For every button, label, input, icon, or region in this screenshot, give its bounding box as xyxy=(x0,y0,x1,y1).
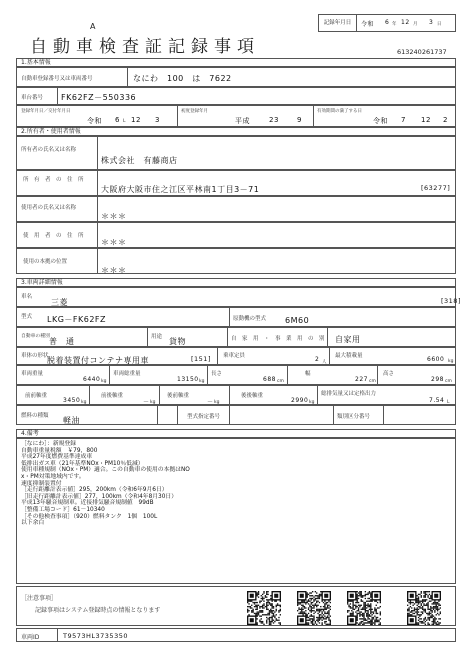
base-location-row xyxy=(16,248,456,274)
length-label: 長さ xyxy=(211,371,223,377)
user-address: ＊＊＊ xyxy=(101,238,127,247)
height-label: 高さ xyxy=(383,371,395,377)
fuel-row xyxy=(16,405,456,425)
displacement-unit: L xyxy=(447,400,450,405)
owner-code: [63277] xyxy=(421,184,451,192)
issue-month: 12 xyxy=(131,116,141,124)
chassis-label: 車台番号 xyxy=(21,95,44,101)
shape-row xyxy=(16,347,456,365)
displacement: 7.54 xyxy=(429,397,445,404)
chassis-row xyxy=(16,87,456,105)
rf-unit: kg xyxy=(214,400,220,405)
ff-axle-label: 前前軸重 xyxy=(25,393,48,399)
fr-axle-label: 前後軸重 xyxy=(101,393,124,399)
shape-code: [151] xyxy=(191,355,211,363)
maxload-unit: kg xyxy=(448,359,454,364)
record-year: 6 xyxy=(385,19,390,26)
maker: 三菱 xyxy=(51,298,68,307)
owner-name: 株式会社 有藤商店 xyxy=(101,156,178,165)
fr-unit: kg xyxy=(150,400,156,405)
rr-axle-label: 後後軸重 xyxy=(241,393,264,399)
rf-axle-label: 後前軸重 xyxy=(167,393,190,399)
width-unit: cm xyxy=(369,379,376,384)
gross-label: 車両総重量 xyxy=(113,371,141,377)
user-name-row xyxy=(16,196,456,222)
maker-code: [318] xyxy=(441,297,461,305)
record-day: 3 xyxy=(429,19,434,26)
capacity-unit: 人 xyxy=(322,360,327,365)
engine-model: 6M60 xyxy=(285,316,310,325)
registration-label: 自動車登録番号又は車両番号 xyxy=(21,76,93,82)
qr-code-2 xyxy=(297,591,331,625)
record-era: 令和 xyxy=(361,21,375,28)
record-date-label: 記録年月日 xyxy=(319,15,357,31)
user-address-row xyxy=(16,222,456,248)
record-month: 12 xyxy=(401,19,410,26)
base-location-label: 使用の本拠の位置 xyxy=(23,259,68,265)
height-unit: cm xyxy=(445,379,452,384)
user-name: ＊＊＊ xyxy=(101,212,127,221)
notice-text: 記録事項はシステム登録時点の情報となります xyxy=(35,607,161,614)
document-number: 613240261737 xyxy=(397,48,447,56)
vehicle-weight: 6440 xyxy=(83,376,101,383)
qr-code-4 xyxy=(407,591,441,625)
qr-code-3 xyxy=(347,591,381,625)
engine-label: 原動機の型式 xyxy=(233,316,267,322)
registration-row xyxy=(16,67,456,87)
rf-axle: － xyxy=(207,399,214,406)
expiry-label: 有効期間の満了する日 xyxy=(317,109,362,114)
owner-name-row xyxy=(16,136,456,170)
page-title: 自動車検査証記録事項 xyxy=(30,37,260,57)
dimensions-row xyxy=(16,365,456,385)
owner-address: 大阪府大阪市住之江区平林南1丁目3－71 xyxy=(101,185,260,194)
gross-weight: 13150 xyxy=(177,376,199,383)
record-month-unit: 月 xyxy=(413,22,418,27)
qr-code-1 xyxy=(247,591,281,625)
ff-unit: kg xyxy=(81,400,87,405)
expiry-year: 7 xyxy=(401,116,406,124)
kind-label: 自動車の種別 xyxy=(21,334,50,339)
note-line: x・PM対策地域内です。 xyxy=(21,473,85,480)
first-era: 平成 xyxy=(235,117,250,125)
first-registration-label: 初度登録年月 xyxy=(181,109,208,114)
body-shape: 脱着装置付コンテナ専用車 xyxy=(47,356,149,365)
length: 688 xyxy=(263,376,276,383)
note-line: ［整備工場コード］61－10340 xyxy=(21,506,105,513)
record-day-unit: 日 xyxy=(437,22,442,27)
note-line: ［その他検査事項］（920）燃料タンク 1個 100L xyxy=(21,513,158,520)
use-label: 用途 xyxy=(151,334,163,340)
note-line: 自動車重量税額 ￥79，800 xyxy=(21,447,98,454)
issue-day: 3 xyxy=(155,116,160,124)
note-line: 平成13年騒音規制車。近接排気騒音規制値 99dB xyxy=(21,500,154,507)
class-number-label: 類別区分番号 xyxy=(337,414,371,420)
unit-placeholder: L xyxy=(123,119,126,124)
displacement-label: 総排気量又は定格出力 xyxy=(321,391,377,397)
kind-row xyxy=(16,327,456,347)
vehicle-use: 貨物 xyxy=(169,337,186,346)
width: 227 xyxy=(355,376,368,383)
vehicle-id-row xyxy=(16,628,456,642)
ff-axle: 3450 xyxy=(63,397,81,404)
owner-address-row xyxy=(16,170,456,196)
max-load: 6600 xyxy=(427,356,445,363)
note-line: ［なにわ］：新規登録 xyxy=(21,441,77,447)
weight-label: 車両重量 xyxy=(21,371,44,377)
section-basic-title: 1.基本情報 xyxy=(16,58,456,67)
business-label: 自 家 用 ・ 事 業 用 の 別 xyxy=(231,336,325,342)
axle-row xyxy=(16,385,456,405)
weight-unit: kg xyxy=(101,379,107,384)
notes-box xyxy=(16,438,456,584)
note-line: ［旧走行距離計表示値］277，100km（令和4年8月30日） xyxy=(21,493,178,500)
vehicle-kind: 普 通 xyxy=(49,337,75,346)
model-row xyxy=(16,307,456,327)
vehicle-id: T9573HL3735350 xyxy=(63,632,128,640)
note-line: 低排出ガス車（21年基準NOx・PM10％低減） xyxy=(21,460,144,467)
owner-address-label: 所 有 者 の 住 所 xyxy=(23,177,84,183)
record-date-box xyxy=(318,14,456,32)
note-line: 以下余白 xyxy=(21,520,45,527)
maxload-label: 最大積載量 xyxy=(335,353,363,359)
maker-label: 車名 xyxy=(21,294,33,300)
first-month: 9 xyxy=(297,116,302,124)
user-address-label: 使 用 者 の 住 所 xyxy=(23,233,84,239)
shape-label: 車体の形状 xyxy=(21,353,49,359)
marker: A xyxy=(90,22,96,31)
expiry-month: 12 xyxy=(421,116,431,124)
owner-name-label: 所有者の氏名又は名称 xyxy=(21,147,77,153)
rr-unit: kg xyxy=(309,400,315,405)
section-notes-title: 4.備考 xyxy=(16,429,456,438)
gross-unit: kg xyxy=(199,379,205,384)
first-year: 23 xyxy=(269,116,279,124)
note-line: 速度抑制装置付 xyxy=(21,480,62,487)
user-name-label: 使用者の氏名又は名称 xyxy=(21,205,77,211)
expiry-day: 2 xyxy=(443,116,448,124)
dates-row xyxy=(16,105,456,127)
issue-date-label: 登録年月日／交付年月日 xyxy=(21,109,71,114)
registration-number: なにわ 100 は 7622 xyxy=(133,74,232,83)
business-type: 自家用 xyxy=(335,335,361,344)
maker-row xyxy=(16,287,461,307)
note-line: 平成27年度燃費基準達成車 xyxy=(21,454,93,461)
section-owner-title: 2.所有者・使用者情報 xyxy=(16,127,456,136)
capacity-label: 乗車定員 xyxy=(223,353,246,359)
record-year-unit: 年 xyxy=(392,22,397,27)
type-number-label: 型式指定番号 xyxy=(187,414,221,420)
length-unit: cm xyxy=(277,379,284,384)
fr-axle: － xyxy=(143,399,150,406)
vehicle-id-label: 車両ID xyxy=(21,634,40,641)
rr-axle: 2990 xyxy=(291,397,309,404)
expiry-era: 令和 xyxy=(373,117,388,125)
issue-era: 令和 xyxy=(87,117,102,125)
footer-box xyxy=(16,586,456,626)
height: 298 xyxy=(431,376,444,383)
note-line: ［走行距離計表示値］295，200km（令和6年9月6日） xyxy=(21,487,168,494)
capacity: 2 xyxy=(315,356,320,363)
section-vehicle-title: 3.車両詳細情報 xyxy=(16,278,456,287)
fuel-label: 燃料の種類 xyxy=(21,413,49,419)
notice-title: ［注意事項］ xyxy=(21,595,58,602)
issue-year: 6 xyxy=(115,116,120,124)
width-label: 幅 xyxy=(305,371,311,377)
chassis-number: FK62FZ－550336 xyxy=(61,93,137,102)
fuel-type: 軽油 xyxy=(63,416,80,425)
base-location: ＊＊＊ xyxy=(101,266,127,275)
note-line: 使用車種規制（NOx・PM）適合。この自動車の使用の本拠はNO xyxy=(21,467,190,474)
model-label: 型式 xyxy=(21,314,33,320)
model: LKG－FK62FZ xyxy=(47,315,107,324)
